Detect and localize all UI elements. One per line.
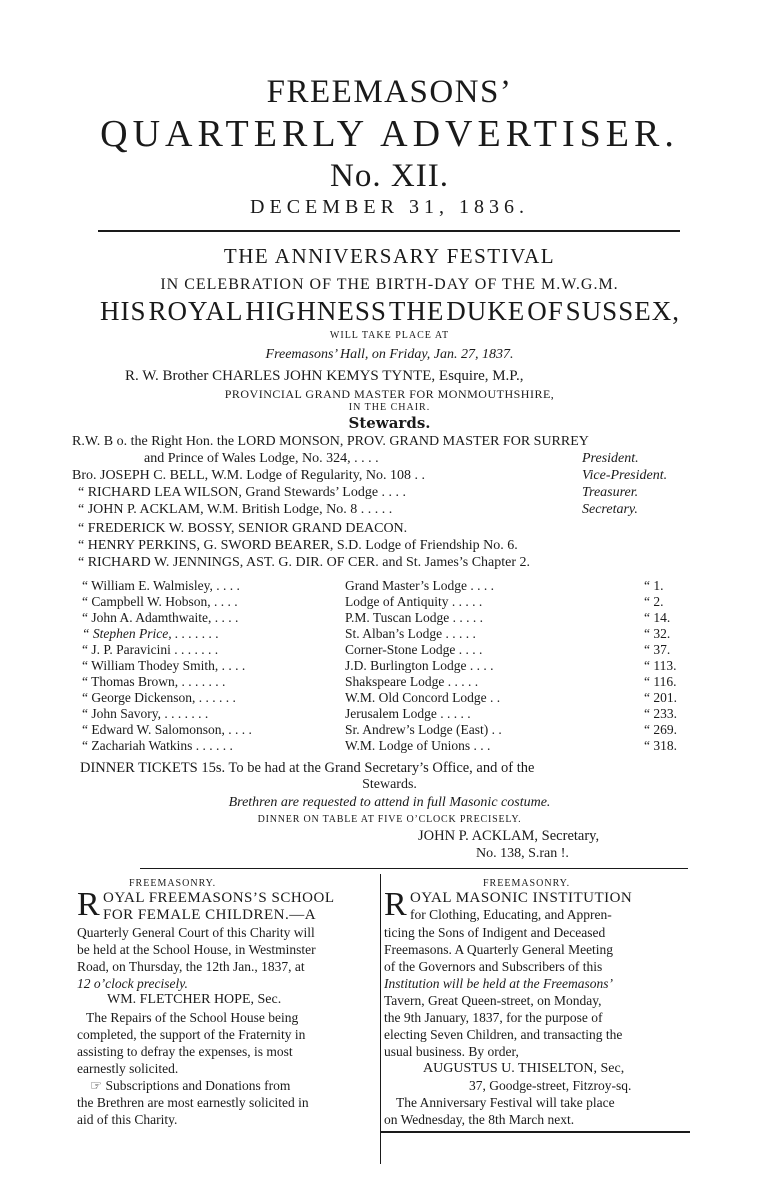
officer-line: R.W. B o. the Right Hon. the LORD MONSON, PROV. GRAND MASTER FOR SURREY (72, 434, 589, 449)
steward-lodge-no: “ 201. (644, 690, 677, 705)
right-ad-line: Tavern, Great Queen-street, on Monday, (384, 993, 602, 1008)
highness-word: HIGHNESS (245, 296, 387, 326)
steward-name: “ Zachariah Watkins . . . . . . (82, 738, 233, 753)
steward-lodge: W.M. Old Concord Lodge . . (345, 690, 501, 705)
chair-line: R. W. Brother CHARLES JOHN KEMYS TYNTE, Esquire, M.P., (125, 368, 524, 384)
secretary-signature: JOHN P. ACKLAM, Secretary, (418, 828, 600, 844)
steward-name: “ John Savory, . . . . . . . (82, 706, 209, 721)
officer-line: “ RICHARD W. JENNINGS, AST. G. DIR. OF CER. and St. James’s Chapter 2. (78, 555, 531, 570)
will-take-place: WILL TAKE PLACE AT (329, 330, 450, 341)
steward-lodge-no: “ 37. (644, 642, 671, 657)
dinner-tickets: DINNER TICKETS 15s. To be had at the Grand Secretary’s Office, and of the (80, 760, 535, 776)
steward-name: “ John A. Adamthwaite, . . . . (82, 610, 239, 625)
left-ad-line: aid of this Charity. (77, 1112, 178, 1127)
left-ad-line: earnestly solicited. (77, 1061, 179, 1076)
right-ad-line: electing Seven Children, and transacting the (384, 1027, 623, 1042)
officer-role: Vice-President. (582, 468, 668, 483)
right-ad-line: OYAL MASONIC INSTITUTION (410, 890, 633, 906)
steward-lodge-no: “ 32. (644, 626, 671, 641)
steward-name: “ Edward W. Salomonson, . . . . (82, 722, 252, 737)
steward-lodge-no: “ 318. (644, 738, 677, 753)
right-ad-line: for Clothing, Educating, and Appren- (410, 907, 612, 922)
steward-lodge-no: “ 113. (644, 658, 677, 673)
tickets-stewards: Stewards. (362, 777, 417, 792)
dinner-time: DINNER ON TABLE AT FIVE O’CLOCK PRECISELY. (257, 814, 522, 825)
steward-name: “ William E. Walmisley, . . . . (82, 578, 240, 593)
steward-name: “ Thomas Brown, . . . . . . . (82, 674, 226, 689)
secretary-address: No. 138, S.ran !. (476, 846, 569, 861)
officer-line: and Prince of Wales Lodge, No. 324, . . . . (144, 451, 379, 466)
steward-name: “ Stephen Price, . . . . . . . (82, 626, 219, 641)
left-ad-line: the Brethren are most earnestly solicited in (77, 1095, 309, 1110)
chair-office: PROVINCIAL GRAND MASTER FOR MONMOUTHSHIRE, (224, 387, 555, 401)
issue-date: DECEMBER 31, 1836. (250, 196, 529, 218)
highness-word: DUKE (446, 296, 526, 326)
left-ad-line: assisting to defray the expenses, is most (77, 1044, 293, 1059)
column-divider (380, 874, 381, 1164)
stewards-heading: Stewards. (348, 414, 431, 432)
officer-line: “ RICHARD LEA WILSON, Grand Stewards’ Lodge . . . . (78, 485, 407, 500)
in-the-chair: IN THE CHAIR. (348, 402, 431, 413)
officer-line: “ FREDERICK W. BOSSY, SENIOR GRAND DEACON. (78, 521, 408, 536)
masthead-title: FREEMASONS’ (266, 74, 513, 110)
officer-line: “ HENRY PERKINS, G. SWORD BEARER, S.D. Lodge of Friendship No. 6. (78, 538, 518, 553)
right-ad-line: usual business. By order, (384, 1044, 519, 1059)
steward-name: “ George Dickenson, . . . . . . (82, 690, 236, 705)
right-ad-dropcap: R (384, 886, 407, 923)
right-ad-line: The Anniversary Festival will take place (396, 1095, 615, 1110)
costume-note: Brethren are requested to attend in full Masonic costume. (228, 795, 551, 810)
left-ad-line: OYAL FREEMASONS’S SCHOOL (103, 890, 335, 906)
right-ad-line: on Wednesday, the 8th March next. (384, 1112, 575, 1127)
right-ad-line: of the Governors and Subscribers of this (384, 959, 603, 974)
steward-lodge: Corner-Stone Lodge . . . . (345, 642, 483, 657)
officer-role: Treasurer. (582, 485, 639, 500)
steward-lodge: P.M. Tuscan Lodge . . . . . (345, 610, 484, 625)
steward-lodge-no: “ 269. (644, 722, 677, 737)
steward-lodge-no: “ 2. (644, 594, 664, 609)
steward-name: “ J. P. Paravicini . . . . . . . (82, 642, 219, 657)
left-ad-line: The Repairs of the School House being (86, 1010, 299, 1025)
section-rule (140, 868, 688, 869)
steward-lodge-no: “ 1. (644, 578, 664, 593)
highness-word: OF (527, 296, 564, 326)
festival-highness (100, 296, 680, 327)
steward-lodge: Jerusalem Lodge . . . . . (345, 706, 471, 721)
steward-lodge-no: “ 116. (644, 674, 677, 689)
right-ad-line: Institution will be held at the Freemasons’ (384, 976, 613, 991)
officer-line: Bro. JOSEPH C. BELL, W.M. Lodge of Regularity, No. 108 . . (72, 468, 425, 483)
steward-lodge: Shakspeare Lodge . . . . . (345, 674, 479, 689)
left-ad-line: Quarterly General Court of this Charity will (77, 925, 315, 940)
left-ad-line: 12 o’clock precisely. (77, 976, 188, 991)
officer-line: “ JOHN P. ACKLAM, W.M. British Lodge, No. 8 . . . . . (78, 502, 393, 517)
highness-word: SUSSEX, (565, 296, 680, 326)
steward-lodge: W.M. Lodge of Unions . . . (345, 738, 491, 753)
steward-lodge: St. Alban’s Lodge . . . . . (345, 626, 476, 641)
steward-lodge: Lodge of Antiquity . . . . . (345, 594, 483, 609)
right-ad-line: 37, Goodge-street, Fitzroy-sq. (469, 1078, 632, 1093)
officer-role: President. (582, 451, 639, 466)
steward-lodge: Sr. Andrew’s Lodge (East) . . (345, 722, 502, 737)
highness-word: ROYAL (148, 296, 244, 326)
festival-celebration: IN CELEBRATION OF THE BIRTH-DAY OF THE M.W.G.M. (160, 276, 619, 293)
masthead-subtitle: QUARTERLY ADVERTISER. (100, 113, 679, 155)
left-ad-line: Road, on Thursday, the 12th Jan., 1837, at (77, 959, 305, 974)
right-ad-line: Freemasons. A Quarterly General Meeting (384, 942, 614, 957)
steward-lodge-no: “ 233. (644, 706, 677, 721)
issue-number: No. XII. (330, 158, 449, 194)
steward-name: “ Campbell W. Hobson, . . . . (82, 594, 238, 609)
right-ad-line: ticing the Sons of Indigent and Deceased (384, 925, 606, 940)
left-ad-label: FREEMASONRY. (129, 878, 217, 889)
right-ad-label: FREEMASONRY. (483, 878, 571, 889)
left-ad-line: FOR FEMALE CHILDREN.—A (103, 907, 317, 923)
left-ad-line: be held at the School House, in Westminster (77, 942, 316, 957)
right-ad-line: AUGUSTUS U. THISELTON, Sec, (423, 1061, 625, 1076)
officer-role: Secretary. (582, 502, 638, 517)
highness-word: THE (388, 296, 445, 326)
left-ad-line: WM. FLETCHER HOPE, Sec. (107, 992, 282, 1007)
left-ad-dropcap: R (77, 886, 100, 923)
bottom-rule (380, 1131, 690, 1133)
left-ad-line: completed, the support of the Fraternity in (77, 1027, 306, 1042)
steward-lodge: J.D. Burlington Lodge . . . . (345, 658, 494, 673)
steward-name: “ William Thodey Smith, . . . . (82, 658, 246, 673)
festival-heading: THE ANNIVERSARY FESTIVAL (223, 244, 556, 268)
steward-lodge: Grand Master’s Lodge . . . . (345, 578, 494, 593)
highness-word: HIS (100, 296, 147, 326)
festival-venue: Freemasons’ Hall, on Friday, Jan. 27, 1837. (265, 347, 514, 362)
steward-lodge-no: “ 14. (644, 610, 671, 625)
right-ad-line: the 9th January, 1837, for the purpose of (384, 1010, 603, 1025)
left-ad-line: ☞ Subscriptions and Donations from (90, 1078, 291, 1093)
masthead-rule (98, 230, 680, 232)
